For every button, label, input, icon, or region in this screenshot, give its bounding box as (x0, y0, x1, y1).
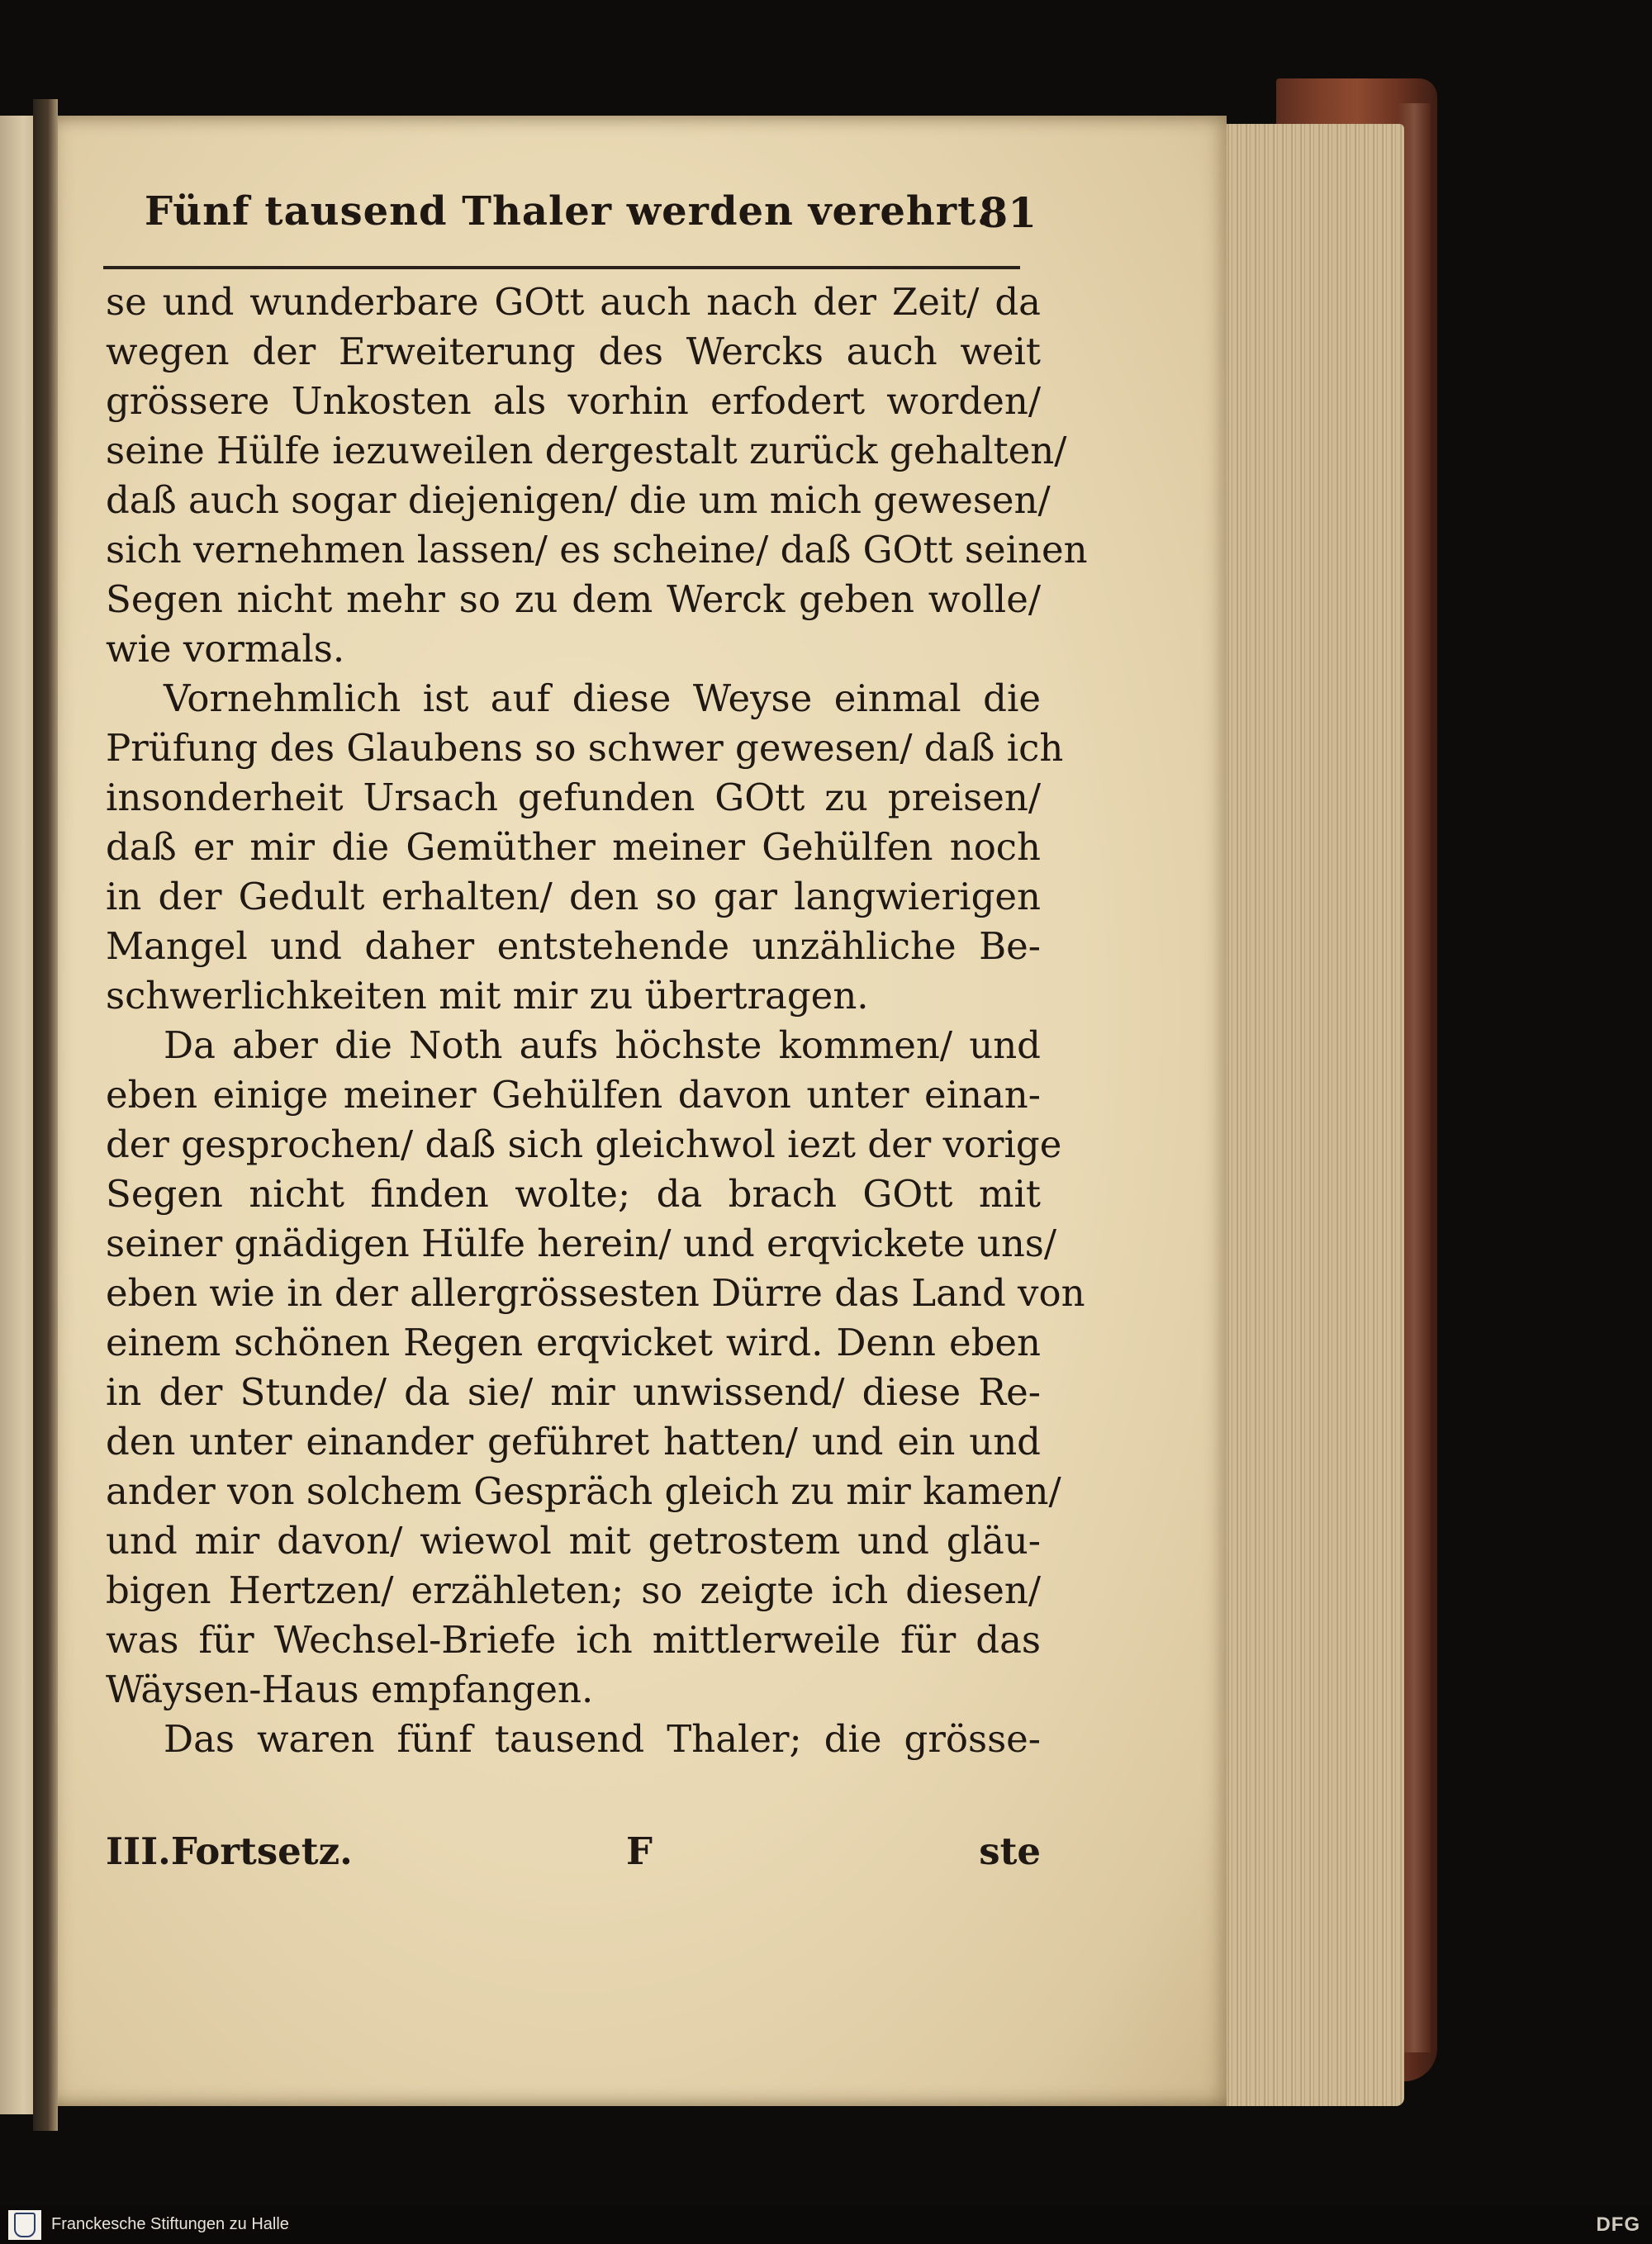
text-line: wegen der Erweiterung des Wercks auch weit (106, 330, 1041, 373)
text-line: bigen Hertzen/ erzähleten; so zeigte ich diesen/ (106, 1568, 1041, 1612)
text-line: daß auch sogar diejenigen/ die um mich gewesen/ (106, 478, 1051, 522)
text-line: Mangel und daher entstehende unzähliche Be- (106, 924, 1041, 968)
text-line: sich vernehmen lassen/ es scheine/ daß GOtt seinen (106, 528, 1088, 572)
text-line: eben einige meiner Gehülfen davon unter einan- (106, 1073, 1041, 1117)
text-line: was für Wechsel-Briefe ich mittlerweile für das (106, 1618, 1041, 1662)
text-line: seiner gnädigen Hülfe herein/ und erqvickete uns/ (106, 1222, 1057, 1265)
text-line: Vornehmlich ist auf diese Weyse einmal die (164, 676, 1041, 720)
text-line: daß er mir die Gemüther meiner Gehülfen noch (106, 825, 1041, 869)
text-line: den unter einander geführet hatten/ und ein und (106, 1420, 1041, 1464)
header-rule (103, 266, 1020, 269)
text-line: Da aber die Noth aufs höchste kommen/ und (164, 1023, 1041, 1067)
text-line: schwerlichkeiten mit mir zu übertragen. (106, 974, 869, 1018)
text-line: se und wunderbare GOtt auch nach der Zeit/ da (106, 280, 1041, 324)
text-line: und mir davon/ wiewol mit getrostem und gläu- (106, 1519, 1041, 1563)
text-line: der gesprochen/ daß sich gleichwol iezt der vorige (106, 1122, 1062, 1166)
text-line: in der Stunde/ da sie/ mir unwissend/ diese Re- (106, 1370, 1041, 1414)
page-number: 81 (979, 188, 1037, 237)
text-line: insonderheit Ursach gefunden GOtt zu preisen/ (106, 776, 1041, 819)
text-line: Das waren fünf tausend Thaler; die grösse- (164, 1717, 1041, 1761)
text-line: Segen nicht finden wolte; da brach GOtt mit (106, 1172, 1041, 1216)
text-line: Prüfung des Glaubens so schwer gewesen/ daß ich (106, 726, 1064, 770)
running-title: Fünf tausend Thaler werden verehrt. (145, 188, 991, 235)
page-header (145, 188, 1037, 246)
signature-mark: III.Fortsetz. (106, 1829, 353, 1873)
institution-name: Franckesche Stiftungen zu Halle (51, 2215, 289, 2233)
text-line: Segen nicht mehr so zu dem Werck geben wolle/ (106, 577, 1041, 621)
text-line: Wäysen-Haus empfangen. (106, 1668, 594, 1711)
institution-logo-icon (8, 2210, 41, 2240)
text-line: ander von solchem Gespräch gleich zu mir kamen/ (106, 1469, 1061, 1513)
text-line: grössere Unkosten als vorhin erfodert worden/ (106, 379, 1041, 423)
dfg-logo: DFG (1596, 2213, 1640, 2236)
sheet-mark: F (626, 1829, 653, 1873)
body-text (106, 278, 1088, 1764)
text-line: wie vormals. (106, 627, 345, 671)
page-edges (1214, 124, 1404, 2106)
page-footer (106, 1829, 1041, 1879)
text-line: seine Hülfe iezuweilen dergestalt zurück gehalten/ (106, 429, 1067, 472)
text-line: eben wie in der allergrössesten Dürre das Land von (106, 1271, 1085, 1315)
text-line: einem schönen Regen erqvicket wird. Denn eben (106, 1321, 1041, 1364)
text-line: in der Gedult erhalten/ den so gar langwierigen (106, 875, 1041, 918)
book-gutter (33, 99, 58, 2131)
credit-bar (0, 2205, 1652, 2244)
catchword: ste (979, 1829, 1041, 1873)
